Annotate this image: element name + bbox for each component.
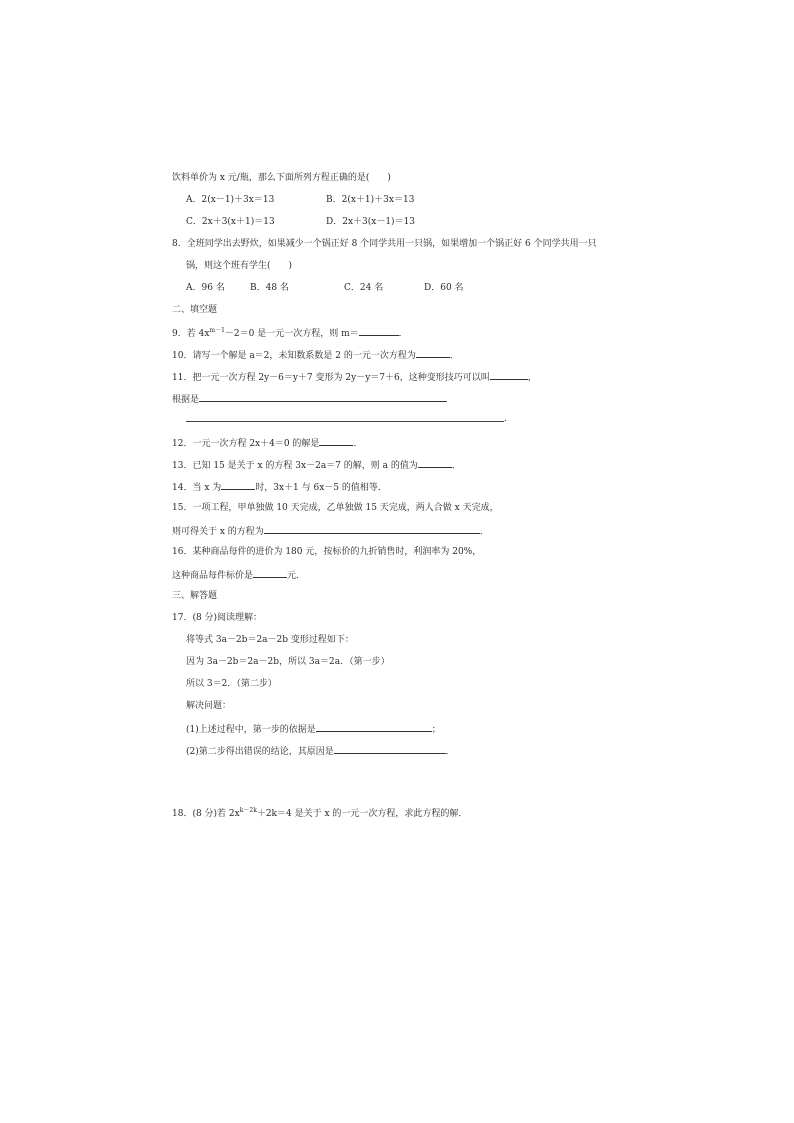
q17-subq2-blank[interactable] (334, 744, 446, 754)
q16-line1: 16．某种商品每件的进价为 180 元，按标价的九折销售时，利润率为 20%， (172, 547, 482, 557)
q17-subq1: (1)上述过程中，第一步的依据是 ； (186, 722, 441, 736)
q17-text-line4: 解决问题： (186, 701, 232, 711)
q12: 12．一元一次方程 2x＋4＝0 的解是 ． (172, 436, 362, 450)
section-solve-title: 三、解答题 (172, 591, 218, 601)
q14-answer-blank[interactable] (221, 480, 255, 490)
q17-text-line2: 因为 3a－2b＝2a－2b，所以 3a＝2a．（第一步） (186, 657, 390, 667)
q15-line2: 则可得关于 x 的方程为 ． (172, 524, 489, 538)
q17-text-line1: 将等式 3a－2b＝2a－2b 变形过程如下： (186, 635, 354, 645)
q7-option-d: D．2x＋3(x－1)＝13 (326, 217, 416, 227)
q7-stem: 饮料单价为 x 元/瓶，那么下面所列方程正确的是( ) (172, 173, 391, 183)
q10: 10．请写一个解是 a＝2，未知数系数是 2 的一元一次方程为 ． (172, 348, 459, 362)
q11-line1: 11．把一元一次方程 2y－6＝y＋7 变形为 2y－y＝7＋6，这种变形技巧可以叫 ， (172, 370, 537, 384)
q15-line1: 15．一项工程，甲单独做 10 天完成，乙单独做 15 天完成，两人合做 x 天完成， (172, 503, 499, 513)
q8-option-c: C．24 名 (344, 283, 384, 293)
q15-equation-blank[interactable] (264, 524, 480, 534)
q8-stem-line2: 锅，则这个班有学生( ) (186, 261, 293, 271)
q8-option-a: A．96 名 (186, 283, 225, 293)
section-fill-blank-title: 二、填空题 (172, 305, 218, 315)
q12-answer-blank[interactable] (319, 436, 353, 446)
q9: 9．若 $4x^{m-1}-2=0$ 是一元一次方程，则 m＝ ． (172, 327, 408, 339)
q13-answer-blank[interactable] (418, 458, 452, 468)
q17-subq2: (2)第二步得出错误的结论，其原因是 ． (186, 744, 455, 758)
q11-basis-blank-line2[interactable] (186, 421, 504, 422)
q8-option-b: B．48 名 (250, 283, 289, 293)
q16-price-blank[interactable] (253, 568, 287, 578)
q11-technique-blank[interactable] (490, 370, 528, 380)
q10-answer-blank[interactable] (416, 348, 450, 358)
q14: 14．当 x 为 时，3x＋1 与 6x－5 的值相等． (172, 480, 387, 494)
q7-option-b: B．2(x＋1)＋3x＝13 (326, 195, 415, 205)
q8-stem-line1: 8．全班同学出去野炊，如果减少一个锅正好 8 个同学共用一只锅，如果增加一个锅正好 6 个同学共用一只 (172, 239, 597, 249)
q13: 13．已知 15 是关于 x 的方程 3x－2a＝7 的解，则 a 的值为 ． (172, 458, 461, 472)
q16-line2: 这种商品每件标价是 元． (172, 568, 305, 582)
q8-option-d: D．60 名 (424, 283, 464, 293)
q11-line2: 根据是 (172, 392, 447, 406)
q7-option-c: C．2x＋3(x＋1)＝13 (186, 217, 275, 227)
q7-option-a: A．2(x－1)＋3x＝13 (186, 195, 275, 205)
q18: 18．(8 分)若 $2x^{k-2k}+2k=4$ 是关于 x 的一元一次方程，求此方程的解． (172, 807, 468, 819)
q9-answer-blank[interactable] (359, 326, 399, 336)
q11-end-mark: ． (504, 414, 514, 424)
q17-subq1-blank[interactable] (316, 722, 432, 732)
q17-title: 17．(8 分)阅读理解： (172, 613, 263, 623)
q11-basis-blank[interactable] (199, 392, 447, 402)
q17-text-line3: 所以 3＝2．（第二步） (186, 679, 277, 689)
